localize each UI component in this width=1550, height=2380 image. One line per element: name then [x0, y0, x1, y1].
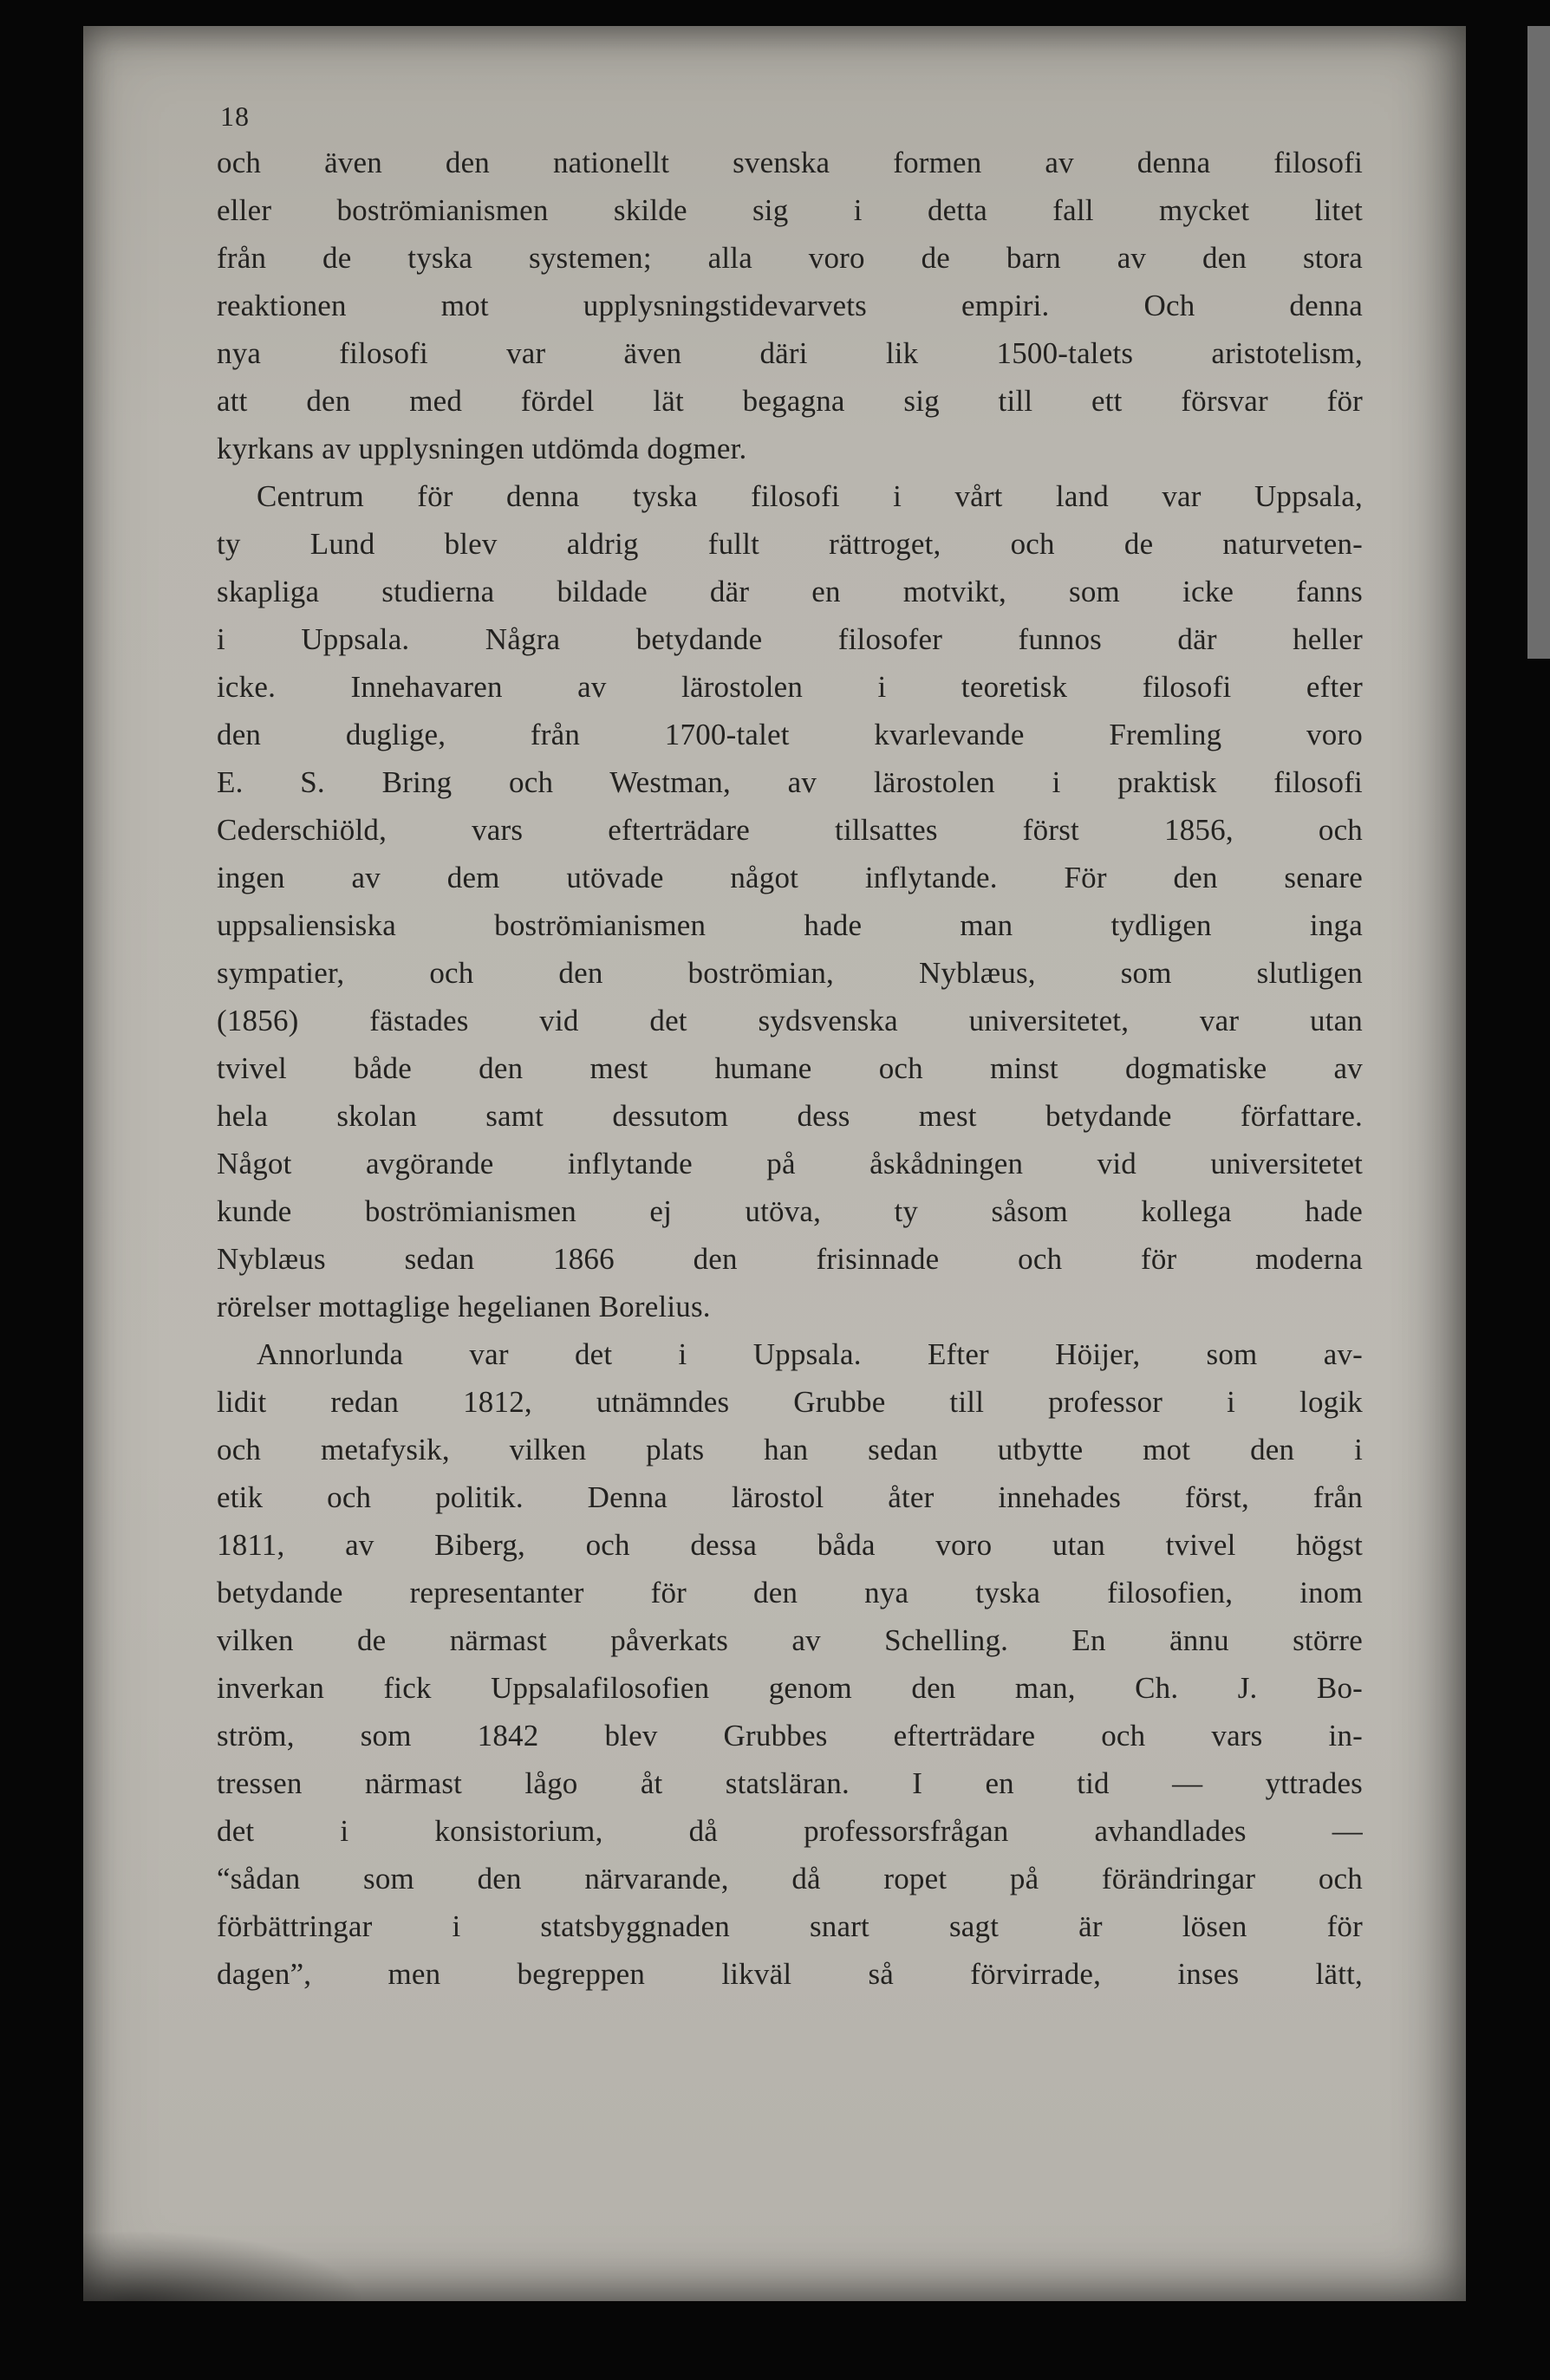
text-line: vilken de närmast påverkats av Schelling. En ännu större — [217, 1623, 1363, 1657]
text-line: och även den nationellt svenska formen av denna filosofi — [217, 146, 1363, 179]
text-line: och metafysik, vilken plats han sedan utbytte mot den i — [217, 1433, 1363, 1466]
text-line: från de tyska systemen; alla voro de barn av den stora — [217, 241, 1363, 275]
text-line: tressen närmast lågo åt statsläran. I en tid — yttrades — [217, 1766, 1363, 1800]
paragraph — [217, 472, 1363, 1330]
text-line: ingen av dem utövade något inflytande. För den senare — [217, 861, 1363, 894]
text-line: den duglige, från 1700-talet kvarlevande Fremling voro — [217, 718, 1363, 751]
text-line: i Uppsala. Några betydande filosofer funnos där heller — [217, 622, 1363, 656]
text-line: hela skolan samt dessutom dess mest betydande författare. — [217, 1099, 1363, 1133]
text-line: dagen”, men begreppen likväl så förvirrade, inses lätt, — [217, 1957, 1363, 1991]
text-line: betydande representanter för den nya tyska filosofien, inom — [217, 1576, 1363, 1609]
text-line: att den med fördel lät begagna sig till ett försvar för — [217, 384, 1363, 418]
text-line: Något avgörande inflytande på åskådningen vid universitetet — [217, 1147, 1363, 1180]
text-line: icke. Innehavaren av lärostolen i teoretisk filosofi efter — [217, 670, 1363, 704]
paragraph — [217, 1330, 1363, 1998]
text-line: förbättringar i statsbyggnaden snart sagt är lösen för — [217, 1909, 1363, 1943]
text-line: kunde boströmianismen ej utöva, ty såsom kollega hade — [217, 1194, 1363, 1228]
text-line: Centrum för denna tyska filosofi i vårt land var Uppsala, — [257, 479, 1363, 513]
text-line: Annorlunda var det i Uppsala. Efter Höijer, som av- — [257, 1337, 1363, 1371]
text-line: E. S. Bring och Westman, av lärostolen i praktisk filosofi — [217, 765, 1363, 799]
text-line: ty Lund blev aldrig fullt rättroget, och de naturveten- — [217, 527, 1363, 561]
book-page — [83, 26, 1466, 2301]
text-line: skapliga studierna bildade där en motvikt, som icke fanns — [217, 575, 1363, 608]
text-line: eller boströmianismen skilde sig i detta fall mycket litet — [217, 193, 1363, 227]
body-text — [217, 139, 1363, 1998]
text-line: sympatier, och den boströmian, Nyblæus, som slutligen — [217, 956, 1363, 990]
text-line: inverkan fick Uppsalafilosofien genom den man, Ch. J. Bo- — [217, 1671, 1363, 1705]
text-line: (1856) fästades vid det sydsvenska universitetet, var utan — [217, 1004, 1363, 1037]
scan-edge-artifact — [1527, 26, 1550, 659]
text-line: nya filosofi var även däri lik 1500-talets aristotelism, — [217, 336, 1363, 370]
text-line: 1811, av Biberg, och dessa båda voro utan tvivel högst — [217, 1528, 1363, 1562]
text-line: Nyblæus sedan 1866 den frisinnade och för moderna — [217, 1242, 1363, 1276]
text-line: lidit redan 1812, utnämndes Grubbe till professor i logik — [217, 1385, 1363, 1419]
text-line: etik och politik. Denna lärostol åter innehades först, från — [217, 1480, 1363, 1514]
text-line: tvivel både den mest humane och minst dogmatiske av — [217, 1051, 1363, 1085]
text-line: ström, som 1842 blev Grubbes efterträdare och vars in- — [217, 1719, 1363, 1752]
text-line: reaktionen mot upplysningstidevarvets empiri. Och denna — [217, 289, 1363, 322]
text-line: “sådan som den närvarande, då ropet på förändringar och — [217, 1862, 1363, 1896]
text-line: det i konsistorium, då professorsfrågan avhandlades — — [217, 1814, 1363, 1848]
text-line: uppsaliensiska boströmianismen hade man tydligen inga — [217, 908, 1363, 942]
page-number: 18 — [220, 101, 250, 132]
text-line: Cederschiöld, vars efterträdare tillsattes först 1856, och — [217, 813, 1363, 847]
text-line: kyrkans av upplysningen utdömda dogmer. — [217, 432, 747, 465]
paragraph — [217, 139, 1363, 472]
text-line: rörelser mottaglige hegelianen Borelius. — [217, 1290, 711, 1323]
